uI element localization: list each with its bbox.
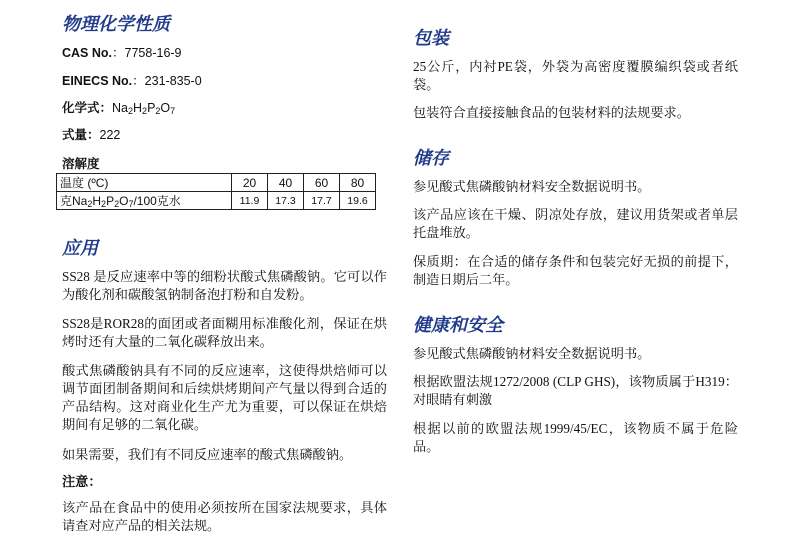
storage-paragraph-1: 参见酸式焦磷酸钠材料安全数据说明书。 (413, 179, 651, 194)
health-paragraph-2: 根据欧盟法规1272/2008 (CLP GHS)，该物质属于H319：对眼睛有刺激 (413, 374, 738, 407)
solubility-label: 溶解度 (62, 157, 100, 171)
table-cell: 温度 (ºC) (57, 174, 232, 192)
storage-paragraph-2: 该产品应该在干燥、阴凉处存放，建议用货架或者单层托盘堆放。 (413, 207, 738, 240)
table-cell: 40 (268, 174, 304, 192)
einecs-value: 231-835-0 (144, 74, 202, 88)
packaging-heading: 包装 (413, 28, 449, 48)
einecs-sep: ： (132, 74, 145, 88)
application-paragraph-4: 如果需要，我们有不同反应速率的酸式焦磷酸钠。 (62, 447, 353, 462)
storage-paragraph-3: 保质期：在合适的储存条件和包装完好无损的前提下，制造日期后二年。 (413, 254, 738, 287)
application-paragraph-1: SS28 是反应速率中等的细粉状酸式焦磷酸钠。它可以作为酸化剂和碳酸氢钠制备泡打粉和自发粉。 (62, 269, 387, 302)
physchem-heading: 物理化学性质 (62, 14, 170, 34)
formula-label: 化学式： (62, 101, 113, 115)
health-paragraph-3: 根据以前的欧盟法规1999/45/EC，该物质不属于危险品。 (413, 421, 738, 454)
storage-heading: 储存 (413, 148, 449, 168)
table-cell: 克$Na_2H_2P_2O_7/100$克水 (57, 192, 232, 210)
table-cell: 17.7 (304, 192, 340, 210)
mw-line (62, 126, 387, 144)
table-cell: 17.3 (268, 192, 304, 210)
formula: $Na_2H_2P_2O_7$ (112, 101, 176, 116)
health-paragraph-1: 参见酸式焦磷酸钠材料安全数据说明书。 (413, 346, 651, 361)
formula-line (62, 99, 387, 117)
note-label: 注意： (62, 474, 102, 489)
cas-label: CAS No. (62, 46, 112, 60)
cas-sep: ： (112, 46, 125, 60)
table-cell: 80 (340, 174, 376, 192)
table-cell: 60 (304, 174, 340, 192)
einecs-line (62, 72, 387, 90)
application-heading: 应用 (62, 238, 98, 258)
cas-value: 7758-16-9 (124, 46, 182, 60)
mw-value: 222 (99, 128, 121, 142)
solubility-table (56, 173, 376, 210)
packaging-paragraph-1: 25公斤，内衬PE袋，外袋为高密度覆膜编织袋或者纸袋。 (413, 59, 738, 92)
table-cell: 20 (232, 174, 268, 192)
application-paragraph-2: SS28是ROR28的面团或者面糊用标准酸化剂，保证在烘烤时还有大量的二氧化碳释放出来。 (62, 316, 387, 349)
table-cell: 19.6 (340, 192, 376, 210)
table-row (57, 174, 376, 192)
health-heading: 健康和安全 (413, 315, 503, 335)
mw-label: 式量： (62, 128, 100, 142)
einecs-label: EINECS No. (62, 74, 133, 88)
packaging-paragraph-2: 包装符合直接接触食品的包装材料的法规要求。 (413, 105, 690, 120)
application-paragraph-3: 酸式焦磷酸钠具有不同的反应速率，这使得烘焙师可以调节面团制备期间和后续烘烤期间产气量以得到合适的产品结构。这对商业化生产尤为重要，可以保证在烘焙期间有足够的二氧化碳。 (62, 363, 387, 432)
table-row (57, 192, 376, 210)
table-cell: 11.9 (232, 192, 268, 210)
cas-line (62, 44, 387, 62)
note-paragraph: 该产品在食品中的使用必须按所在国家法规要求，具体请查对应产品的相关法规。 (62, 500, 387, 533)
